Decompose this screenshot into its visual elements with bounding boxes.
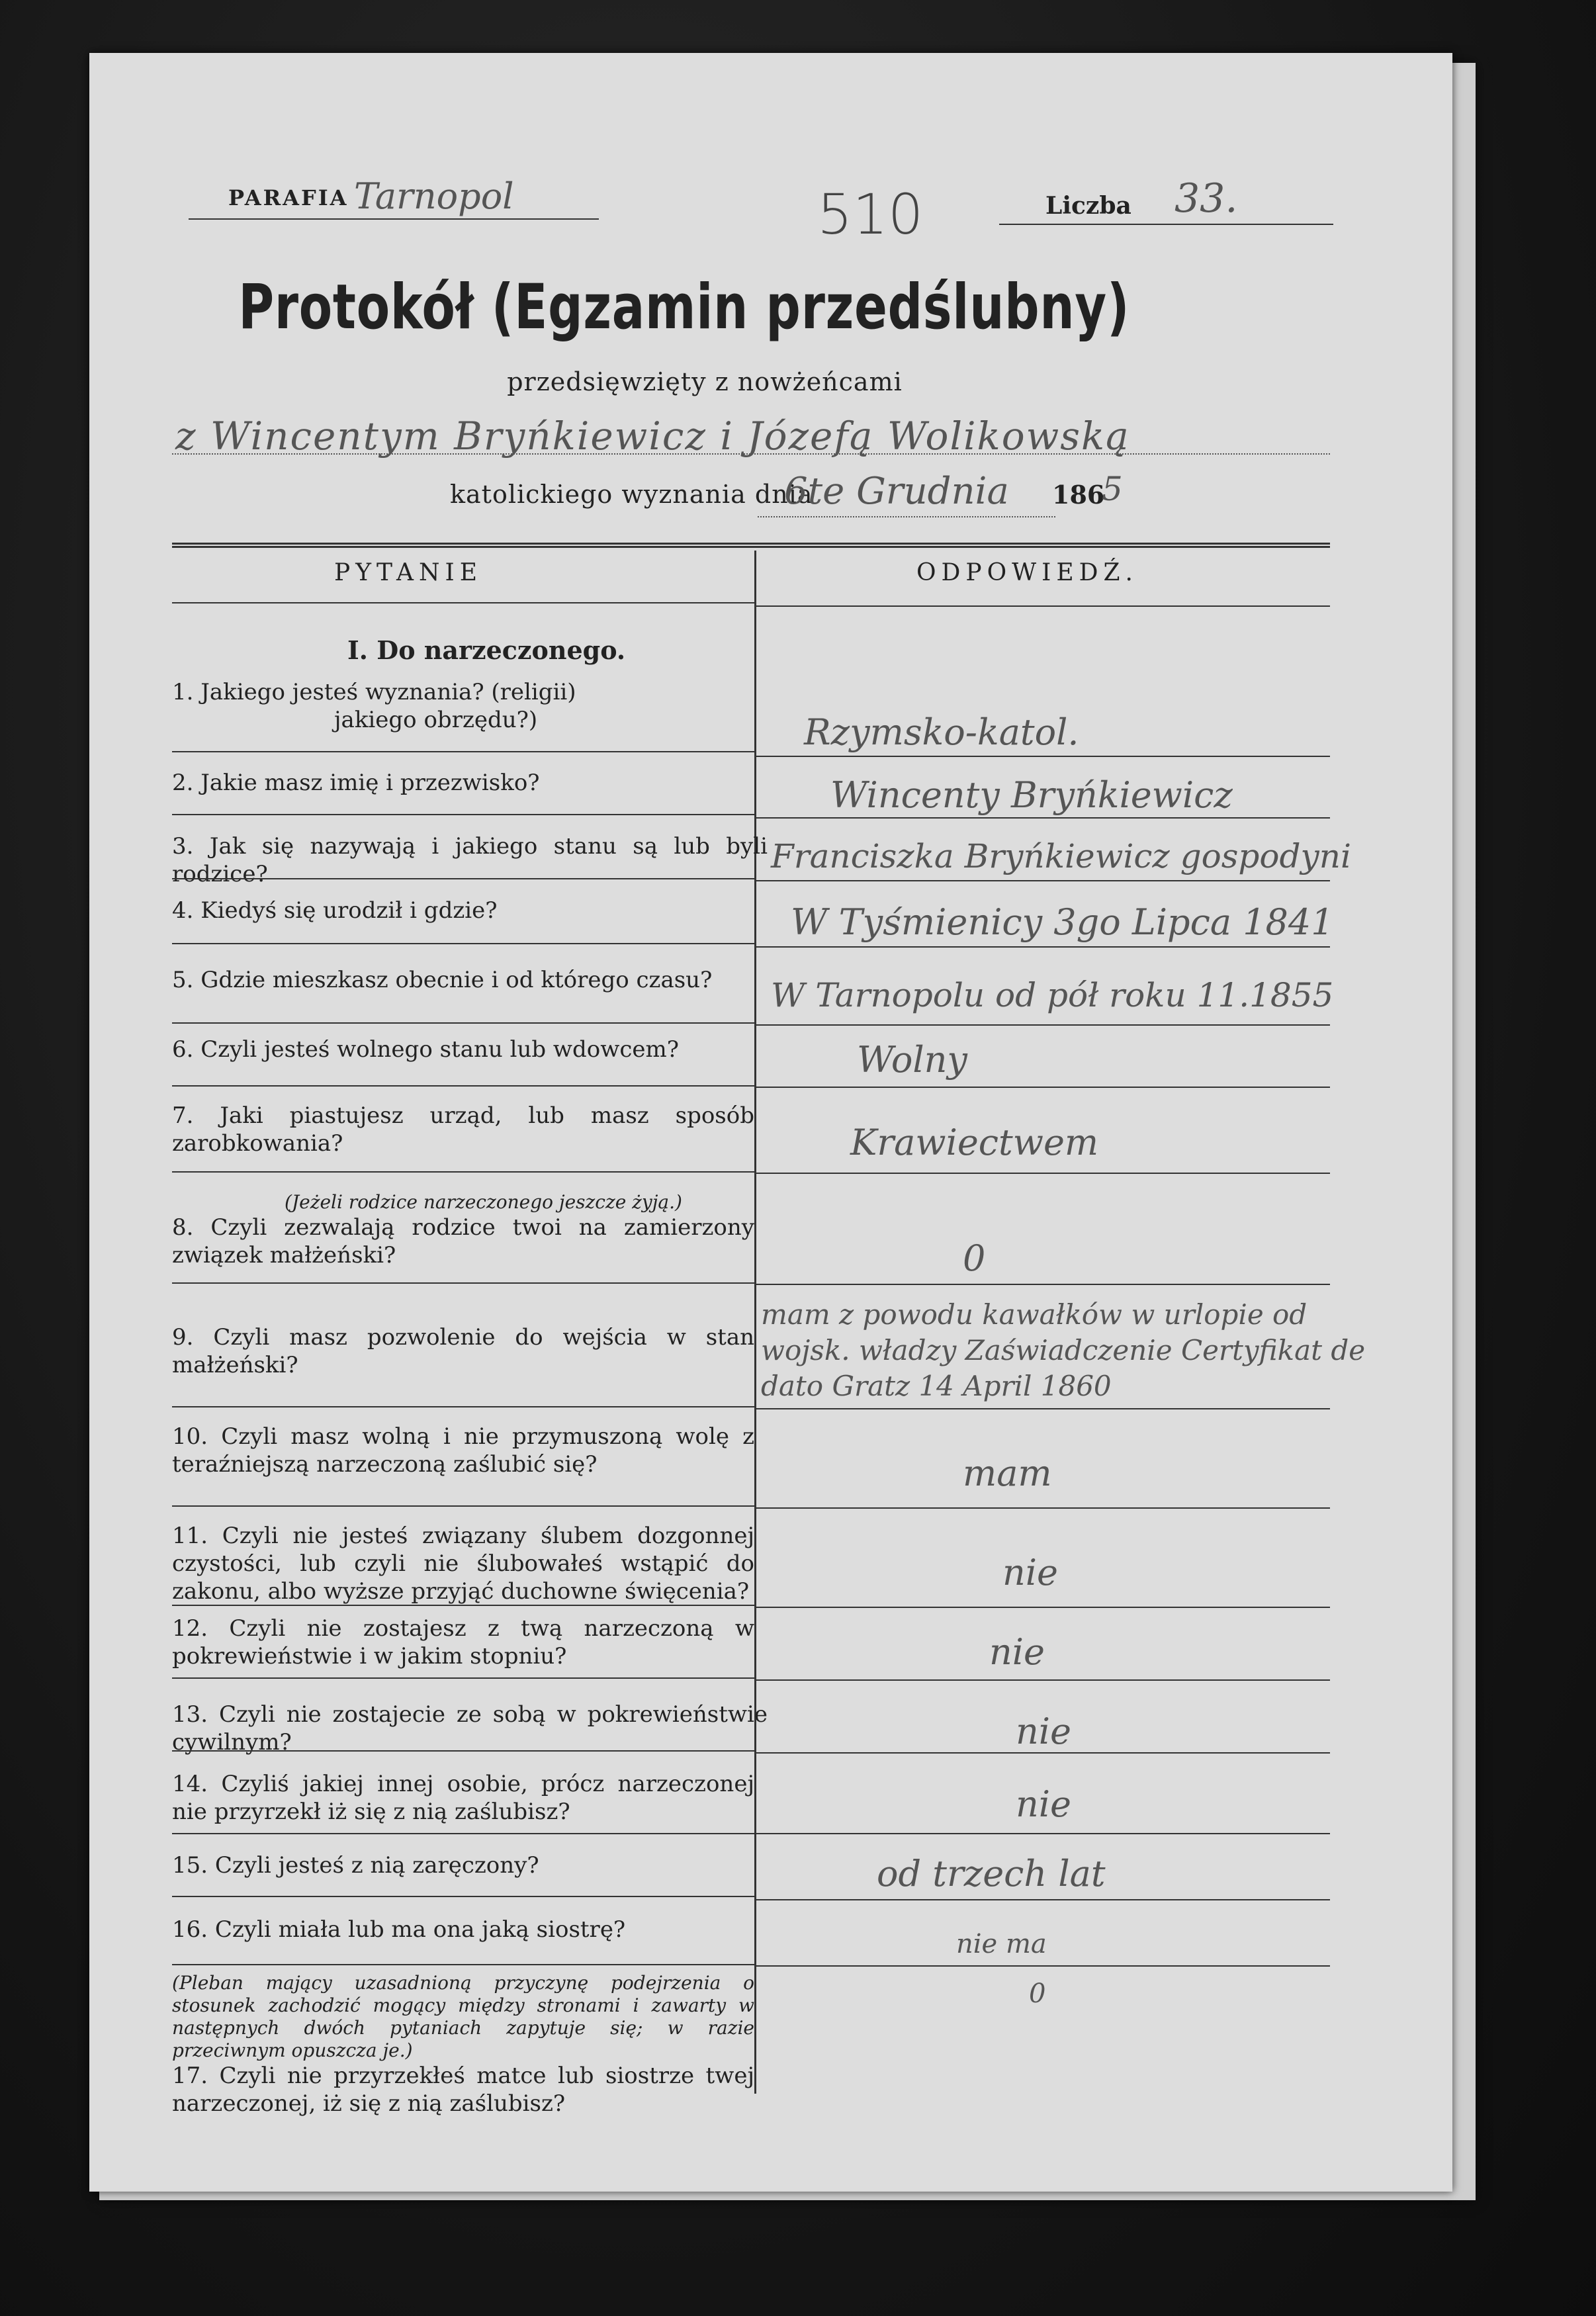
header-rule-left xyxy=(172,602,754,603)
answer-rule xyxy=(754,1965,1330,1967)
answer-rule xyxy=(754,946,1330,948)
answer-rule xyxy=(754,817,1330,819)
column-header-question: PYTANIE xyxy=(334,559,483,586)
question-rule xyxy=(172,1677,754,1679)
question-6: 6. Czyli jesteś wolnego stanu lub wdowcem? xyxy=(172,1036,679,1063)
question-4: 4. Kiedyś się urodził i gdzie? xyxy=(172,897,498,924)
column-header-answer: ODPOWIEDŹ. xyxy=(916,559,1138,586)
answer-5: W Tarnopolu od pół roku 11.1855 xyxy=(771,976,1334,1014)
question-12: 12. Czyli nie zostajesz z twą narzeczoną w pokrewieństwie i w jakim stopniu? xyxy=(172,1615,754,1670)
question-rule xyxy=(172,1022,754,1024)
question-1-text: 1. Jakiego jesteś wyznania? (religii) xyxy=(172,679,576,705)
date-dotted-line xyxy=(758,516,1055,517)
document-page xyxy=(89,53,1452,2192)
question-8 xyxy=(172,1191,754,1269)
question-15: 15. Czyli jesteś z nią zaręczony? xyxy=(172,1852,539,1879)
answer-9: mam z powodu kawałków w urlopie od wojsk. władzy Zaświadczenie Certyfikat de dato Gratz 14 April 1860 xyxy=(761,1298,1366,1402)
parafia-value: Tarnopol xyxy=(354,175,514,217)
parafia-label: PARAFIA xyxy=(228,185,349,210)
question-5: 5. Gdzie mieszkasz obecnie i od którego czasu? xyxy=(172,967,713,993)
question-rule xyxy=(172,1750,754,1752)
document-title: Protokół (Egzamin przedślubny) xyxy=(238,271,1130,343)
question-17 xyxy=(172,1972,754,2117)
answer-13: nie xyxy=(1016,1711,1072,1752)
answer-rule xyxy=(754,880,1330,881)
question-7: 7. Jaki piastujesz urząd, lub masz sposób zarobkowania? xyxy=(172,1102,754,1157)
answer-11: nie xyxy=(1002,1552,1059,1593)
answer-rule xyxy=(754,1173,1330,1174)
question-3: 3. Jak się nazywają i jakiego stanu są lub byli rodzice? xyxy=(172,833,768,887)
answer-12: nie xyxy=(989,1631,1045,1673)
answer-8: 0 xyxy=(963,1237,986,1279)
answer-17: 0 xyxy=(1029,1979,1046,2009)
question-rule xyxy=(172,1896,754,1897)
question-rule xyxy=(172,1605,754,1606)
year-printed: 186 xyxy=(1052,480,1105,510)
question-2: 2. Jakie masz imię i przezwisko? xyxy=(172,770,540,796)
question-rule xyxy=(172,943,754,944)
answer-16: nie ma xyxy=(956,1929,1047,1959)
question-rule xyxy=(172,1964,754,1965)
question-8-text: 8. Czyli zezwalają rodzice twoi na zamierzony związek małżeński? xyxy=(172,1214,754,1269)
answer-rule xyxy=(754,1087,1330,1088)
answer-rule xyxy=(754,1408,1330,1409)
question-rule xyxy=(172,814,754,815)
question-rule xyxy=(172,1085,754,1087)
answer-1: Rzymsko-katol. xyxy=(804,711,1079,753)
table-top-rule xyxy=(172,543,1330,548)
question-11: 11. Czyli nie jesteś związany ślubem dozgonnej czystości, lub czyli nie ślubowałeś wstąpić do zakonu, albo wyższe przyjąć duchowne święcenia? xyxy=(172,1523,754,1605)
liczba-label: Liczba xyxy=(1045,192,1131,220)
answer-rule xyxy=(754,1833,1330,1834)
question-rule xyxy=(172,1282,754,1284)
question-17-text: 17. Czyli nie przyrzekłeś matce lub siostrze twej narzeczonej, iż się z nią zaślubisz? xyxy=(172,2063,754,2117)
couple-names: z Wincentym Bryńkiewicz i Józefą Wolikowską xyxy=(175,414,1130,459)
answer-4: W Tyśmienicy 3go Lipca 1841 xyxy=(791,901,1334,943)
question-10: 10. Czyli masz wolną i nie przymuszoną wolę z teraźniejszą narzeczoną zaślubić się? xyxy=(172,1423,754,1478)
answer-rule xyxy=(754,1679,1330,1681)
answer-14: nie xyxy=(1016,1783,1072,1825)
question-16: 16. Czyli miała lub ma ona jaką siostrę? xyxy=(172,1916,626,1943)
column-divider xyxy=(754,551,756,2094)
question-17-note: (Pleban mający uzasadnioną przyczynę podejrzenia o stosunek zachodzić mogący między stronami i zawarty w następnych dwóch pytaniach zapytuje się; w razie przeciwnym opuszcza je.) xyxy=(172,1972,754,2061)
answer-2: Wincenty Bryńkiewicz xyxy=(830,774,1233,816)
answer-rule xyxy=(754,1752,1330,1754)
date-label: katolickiego wyznania dnia xyxy=(450,480,813,509)
year-digit: 5 xyxy=(1102,470,1123,508)
couple-dotted-line xyxy=(172,453,1330,455)
answer-3: Franciszka Bryńkiewicz gospodyni xyxy=(771,837,1351,875)
question-rule xyxy=(172,1171,754,1173)
answer-15: od trzech lat xyxy=(877,1853,1106,1894)
answer-rule xyxy=(754,1284,1330,1285)
date-day-month: 6te Grudnia xyxy=(784,470,1009,513)
question-14: 14. Czyliś jakiej innej osobie, prócz narzeczonej nie przyrzekł iż się z nią zaślubisz? xyxy=(172,1771,754,1825)
question-rule xyxy=(172,1406,754,1407)
document-subtitle: przedsięwzięty z nowżeńcami xyxy=(507,367,903,396)
question-rule xyxy=(172,1505,754,1507)
answer-rule xyxy=(754,1899,1330,1900)
question-13: 13. Czyli nie zostajecie ze sobą w pokrewieństwie cywilnym? xyxy=(172,1701,768,1756)
question-9: 9. Czyli masz pozwolenie do wejścia w stan małżeński? xyxy=(172,1324,754,1378)
answer-rule xyxy=(754,1507,1330,1509)
section-title: I. Do narzeczonego. xyxy=(347,635,626,665)
question-1 xyxy=(172,678,754,734)
parafia-underline xyxy=(189,218,599,220)
answer-rule xyxy=(754,1607,1330,1608)
question-rule xyxy=(172,751,754,752)
question-1-text2: jakiego obrzędu?) xyxy=(334,707,538,733)
answer-7: Krawiectwem xyxy=(850,1122,1099,1163)
question-rule xyxy=(172,878,754,879)
answer-rule xyxy=(754,1024,1330,1026)
question-rule xyxy=(172,1833,754,1834)
question-8-note: (Jeżeli rodzice narzeczonego jeszcze żyją.) xyxy=(285,1191,682,1213)
liczba-value: 33. xyxy=(1175,175,1238,222)
liczba-underline xyxy=(999,224,1333,225)
answer-rule xyxy=(754,756,1330,757)
answer-10: mam xyxy=(963,1452,1052,1494)
header-rule-right xyxy=(754,605,1330,607)
answer-6: Wolny xyxy=(857,1039,967,1081)
archive-number: 510 xyxy=(817,182,924,247)
